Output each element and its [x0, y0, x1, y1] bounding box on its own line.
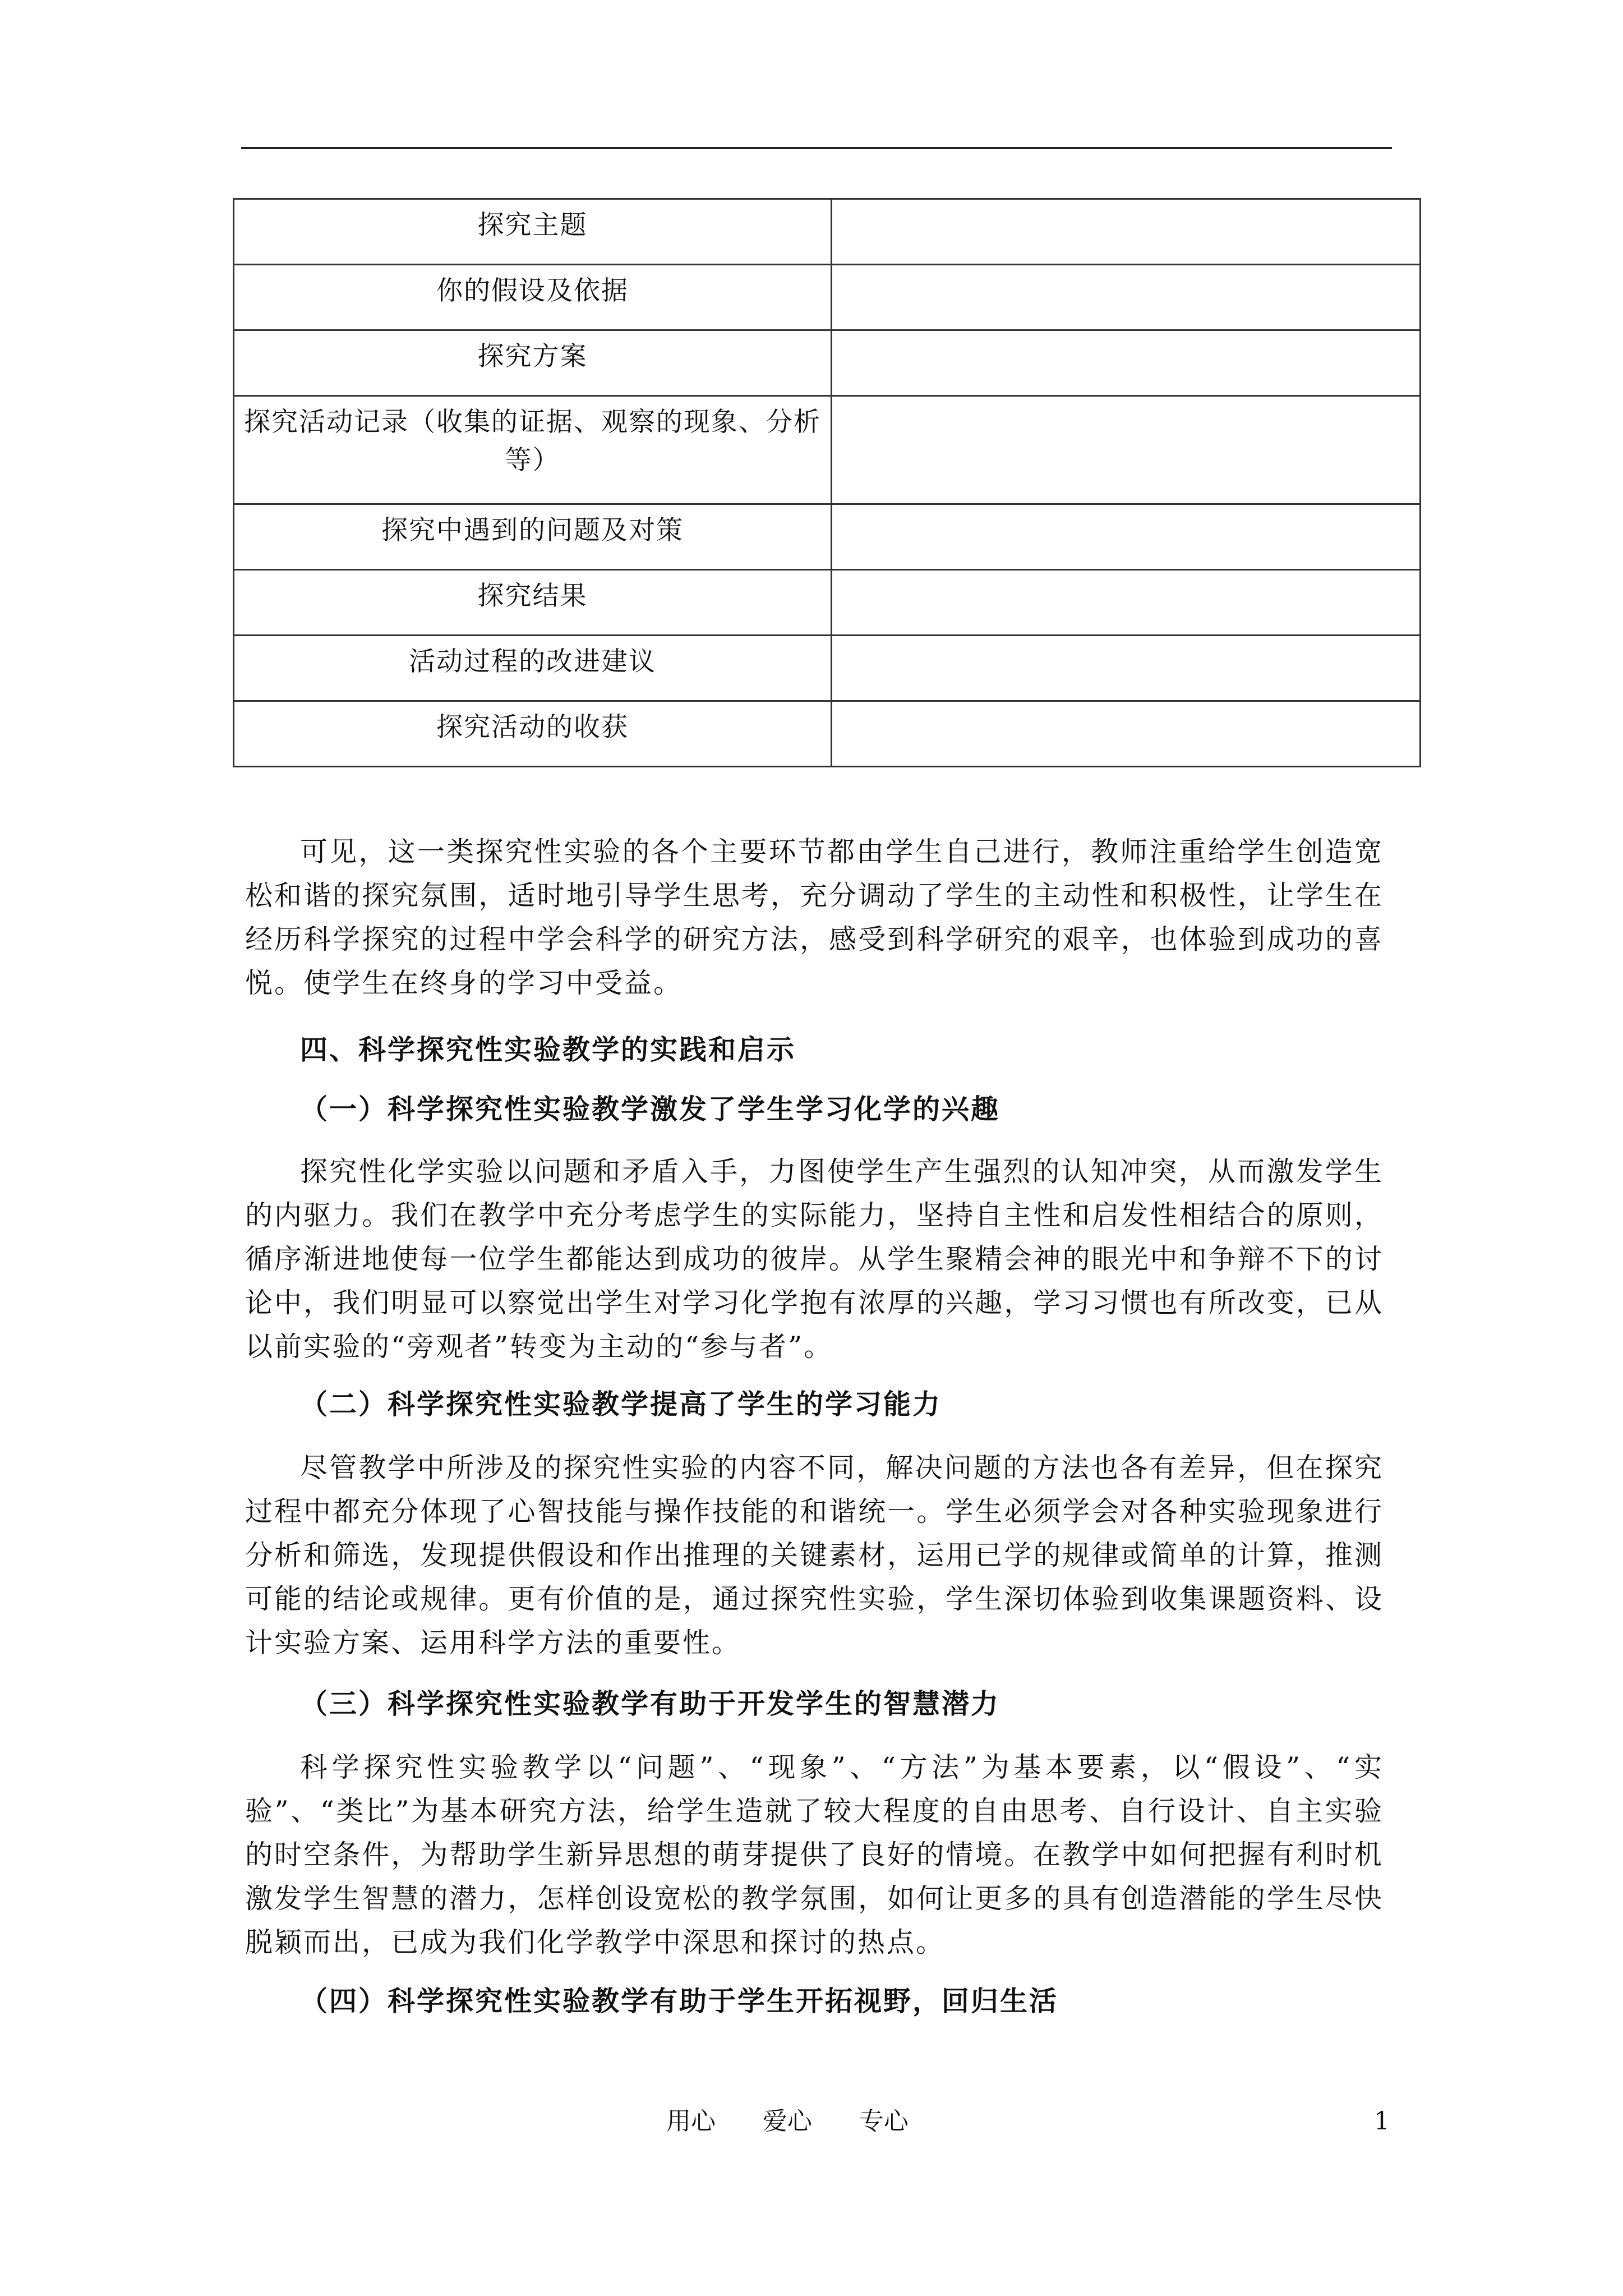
paragraph-summary	[245, 830, 1384, 1005]
table-row	[234, 636, 1421, 701]
paragraph-ability	[245, 1446, 1384, 1665]
table-row	[234, 701, 1421, 767]
table-cell-value	[832, 199, 1421, 265]
subsection-heading: （二）科学探究性实验教学提高了学生的学习能力	[300, 1388, 942, 1420]
table-cell-label: 探究中遇到的问题及对策	[234, 504, 832, 570]
paragraph-interest	[245, 1150, 1384, 1369]
header-rule	[241, 147, 1392, 149]
footer-motto: 用心 爱心 专心	[666, 2107, 909, 2136]
table-cell-label: 探究方案	[234, 330, 832, 396]
table-cell-label: 活动过程的改进建议	[234, 636, 832, 701]
table-cell-value	[832, 636, 1421, 701]
table-row	[234, 504, 1421, 570]
table-cell-label: 你的假设及依据	[234, 265, 832, 330]
paragraph-text: 可见，这一类探究性实验的各个主要环节都由学生自己进行，教师注重给学生创造宽松和谐的探究氛围，适时地引导学生思考，充分调动了学生的主动性和积极性，让学生在经历科学探究的过程中学会科学的研究方法，感受到科学研究的艰辛，也体验到成功的喜悦。使学生在终身的学习中受益。	[245, 836, 1384, 999]
subsection-heading: （四）科学探究性实验教学有助于学生开拓视野，回归生活	[300, 1985, 1059, 2017]
table-cell-value	[832, 265, 1421, 330]
table-cell-value	[832, 570, 1421, 636]
table-cell-label: 探究主题	[234, 199, 832, 265]
table-cell-value	[832, 396, 1421, 504]
table-cell-value	[832, 504, 1421, 570]
paragraph-wisdom	[245, 1746, 1384, 1964]
table-cell-value	[832, 330, 1421, 396]
subsection-heading: （三）科学探究性实验教学有助于开发学生的智慧潜力	[300, 1688, 1000, 1720]
table-cell-value	[832, 701, 1421, 767]
table-row	[234, 396, 1421, 504]
inquiry-record-table	[233, 198, 1421, 767]
table-row	[234, 199, 1421, 265]
table-row	[234, 265, 1421, 330]
table-cell-label: 探究活动的收获	[234, 701, 832, 767]
table-row	[234, 330, 1421, 396]
paragraph-text: 尽管教学中所涉及的探究性实验的内容不同，解决问题的方法也各有差异，但在探究过程中都充分体现了心智技能与操作技能的和谐统一。学生必须学会对各种实验现象进行分析和筛选，发现提供假设和作出推理的关键素材，运用已学的规律或简单的计算，推测可能的结论或规律。更有价值的是，通过探究性实验，学生深切体验到收集课题资料、设计实验方案、运用科学方法的重要性。	[245, 1452, 1384, 1659]
paragraph-text: 科学探究性实验教学以“问题”、“现象”、“方法”为基本要素，以“假设”、“实验”、“类比”为基本研究方法，给学生造就了较大程度的自由思考、自行设计、自主实验的时空条件，为帮助学生新异思想的萌芽提供了良好的情境。在教学中如何把握有利时机激发学生智慧的潜力，怎样创设宽松的教学氛围，如何让更多的具有创造潜能的学生尽快脱颖而出，已成为我们化学教学中深思和探讨的热点。	[245, 1751, 1384, 1958]
page-number: 1	[1374, 2107, 1390, 2136]
paragraph-text: 探究性化学实验以问题和矛盾入手，力图使学生产生强烈的认知冲突，从而激发学生的内驱力。我们在教学中充分考虑学生的实际能力，坚持自主性和启发性相结合的原则，循序渐进地使每一位学生都能达到成功的彼岸。从学生聚精会神的眼光中和争辩不下的讨论中，我们明显可以察觉出学生对学习化学抱有浓厚的兴趣，学习习惯也有所改变，已从以前实验的“旁观者”转变为主动的“参与者”。	[245, 1156, 1384, 1363]
table-cell-label: 探究活动记录（收集的证据、观察的现象、分析等）	[234, 396, 832, 504]
table-cell-label: 探究结果	[234, 570, 832, 636]
subsection-heading: （一）科学探究性实验教学激发了学生学习化学的兴趣	[300, 1093, 1000, 1125]
table-row	[234, 570, 1421, 636]
section-heading: 四、科学探究性实验教学的实践和启示	[300, 1034, 796, 1066]
